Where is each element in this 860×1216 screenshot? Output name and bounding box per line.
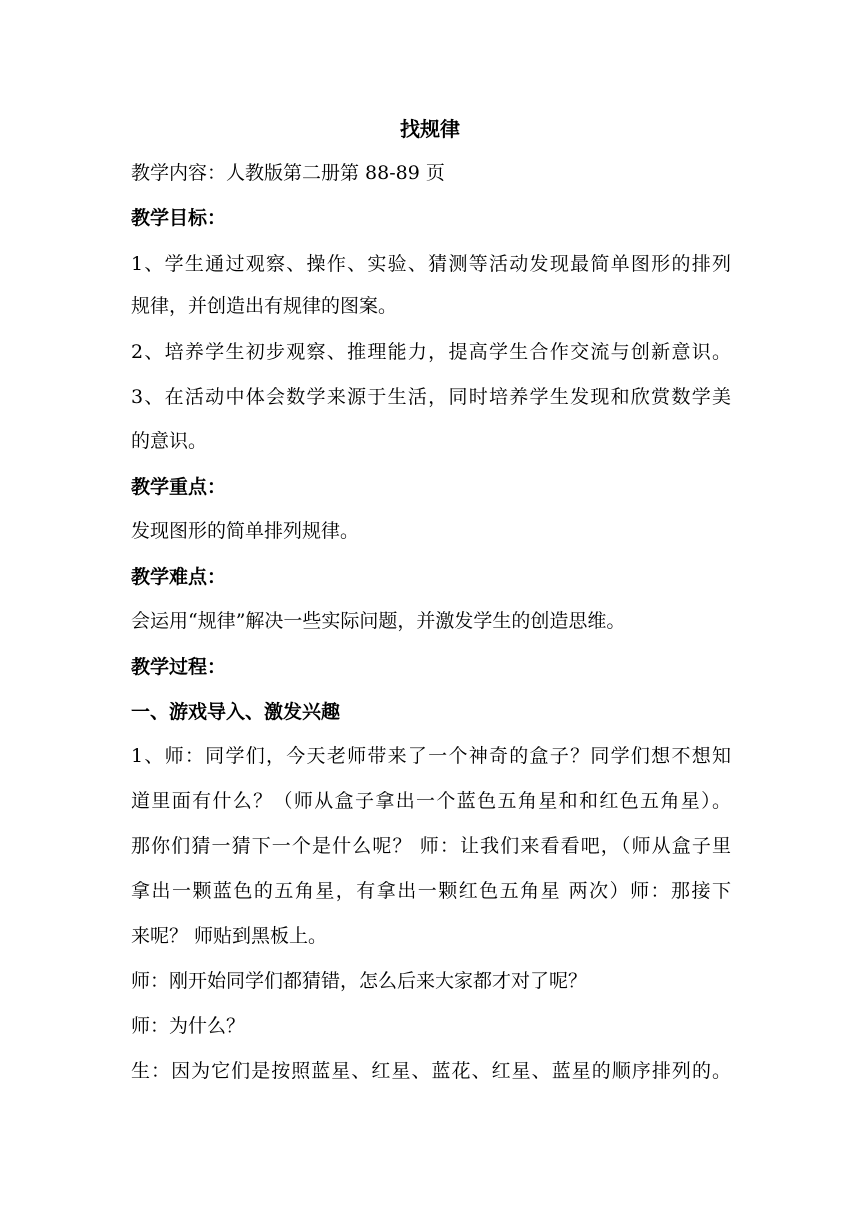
process-heading: 教学过程： xyxy=(131,656,227,678)
key-points-heading: 教学重点： xyxy=(131,476,227,498)
paragraph-1-line-2: 道里面有什么？（师从盒子拿出一个蓝色五角星和和红色五角星）。 xyxy=(131,790,731,812)
document-title: 找规律 xyxy=(400,117,460,141)
paragraph-1-line-5: 来呢？ 师贴到黑板上。 xyxy=(131,925,328,947)
difficulty-heading: 教学难点： xyxy=(131,566,227,588)
paragraph-3: 师：为什么？ xyxy=(131,1015,246,1037)
objective-3-line-1: 3、在活动中体会数学来源于生活，同时培养学生发现和欣赏数学美 xyxy=(131,386,731,408)
paragraph-4: 生：因为它们是按照蓝星、红星、蓝花、红星、蓝星的顺序排列的。 xyxy=(131,1060,731,1082)
paragraph-1-line-1: 1、师：同学们，今天老师带来了一个神奇的盒子？同学们想不想知 xyxy=(131,745,731,767)
objectives-heading: 教学目标： xyxy=(131,207,227,229)
key-points-text: 发现图形的简单排列规律。 xyxy=(131,520,360,542)
paragraph-2: 师：刚开始同学们都猜错，怎么后来大家都才对了呢？ xyxy=(131,970,588,992)
teaching-content: 教学内容：人教版第二册第 88-89 页 xyxy=(131,162,445,184)
paragraph-1-line-3: 那你们猜一猜下一个是什么呢？ 师：让我们来看看吧，（师从盒子里 xyxy=(131,835,731,857)
paragraph-1-line-4: 拿出一颗蓝色的五角星，有拿出一颗红色五角星 两次）师：那接下 xyxy=(131,880,731,902)
objective-3-line-2: 的意识。 xyxy=(131,430,208,452)
objective-2: 2、培养学生初步观察、推理能力，提高学生合作交流与创新意识。 xyxy=(131,341,731,363)
section-1-heading: 一、游戏导入、激发兴趣 xyxy=(131,701,341,723)
difficulty-text: 会运用“规律”解决一些实际问题，并激发学生的创造思维。 xyxy=(131,610,626,632)
objective-1-line-1: 1、学生通过观察、操作、实验、猜测等活动发现最简单图形的排列 xyxy=(131,253,731,275)
objective-1-line-2: 规律，并创造出有规律的图案。 xyxy=(131,295,398,317)
